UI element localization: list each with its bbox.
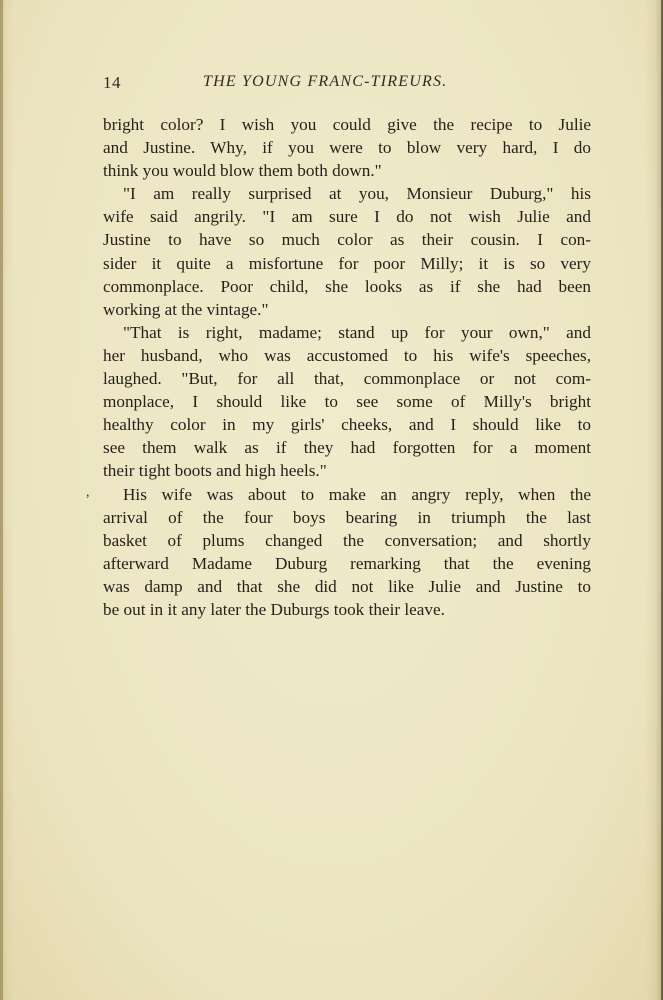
page-left-edge bbox=[0, 0, 3, 1000]
text-line: Justine to have so much color as their cousin. I con- bbox=[103, 230, 591, 250]
text-line: arrival of the four boys bearing in triumph the last bbox=[103, 507, 591, 527]
stray-mark: , bbox=[86, 485, 90, 500]
body-text bbox=[103, 113, 591, 621]
text-line: and Justine. Why, if you were to blow very hard, I do bbox=[103, 138, 591, 158]
text-line: commonplace. Poor child, she looks as if she had been bbox=[103, 276, 591, 296]
text-line: her husband, who was accustomed to his wife's speeches, bbox=[103, 345, 591, 365]
text-line: bright color? I wish you could give the recipe to Julie bbox=[103, 115, 591, 134]
text-line: basket of plums changed the conversation; and shortly bbox=[103, 530, 591, 550]
running-title: THE YOUNG FRANC-TIREURS. bbox=[203, 73, 448, 90]
text-line: His wife was about to make an angry reply, when the bbox=[123, 484, 591, 504]
text-line: laughed. "But, for all that, commonplace or not com- bbox=[103, 369, 591, 389]
text-line: monplace, I should like to see some of Milly's bright bbox=[103, 392, 591, 412]
text-line: wife said angrily. "I am sure I do not wish Julie and bbox=[103, 207, 591, 227]
page-number: 14 bbox=[103, 73, 121, 92]
text-line: afterward Madame Duburg remarking that the evening bbox=[103, 553, 591, 573]
text-line: "That is right, madame; stand up for your own," and bbox=[123, 322, 591, 342]
text-line: be out in it any later the Duburgs took their leave. bbox=[103, 599, 445, 619]
text-line: "I am really surprised at you, Monsieur Duburg," his bbox=[123, 184, 591, 204]
text-line: think you would blow them both down." bbox=[103, 161, 382, 181]
text-line: healthy color in my girls' cheeks, and I should like to bbox=[103, 415, 591, 435]
text-line: was damp and that she did not like Julie and Justine to bbox=[103, 576, 591, 596]
text-line: see them walk as if they had forgotten for a moment bbox=[103, 438, 591, 458]
text-line: their tight boots and high heels." bbox=[103, 461, 327, 481]
page-header bbox=[103, 73, 591, 97]
text-line: sider it quite a misfortune for poor Milly; it is so very bbox=[103, 253, 591, 273]
text-line: working at the vintage." bbox=[103, 299, 269, 319]
